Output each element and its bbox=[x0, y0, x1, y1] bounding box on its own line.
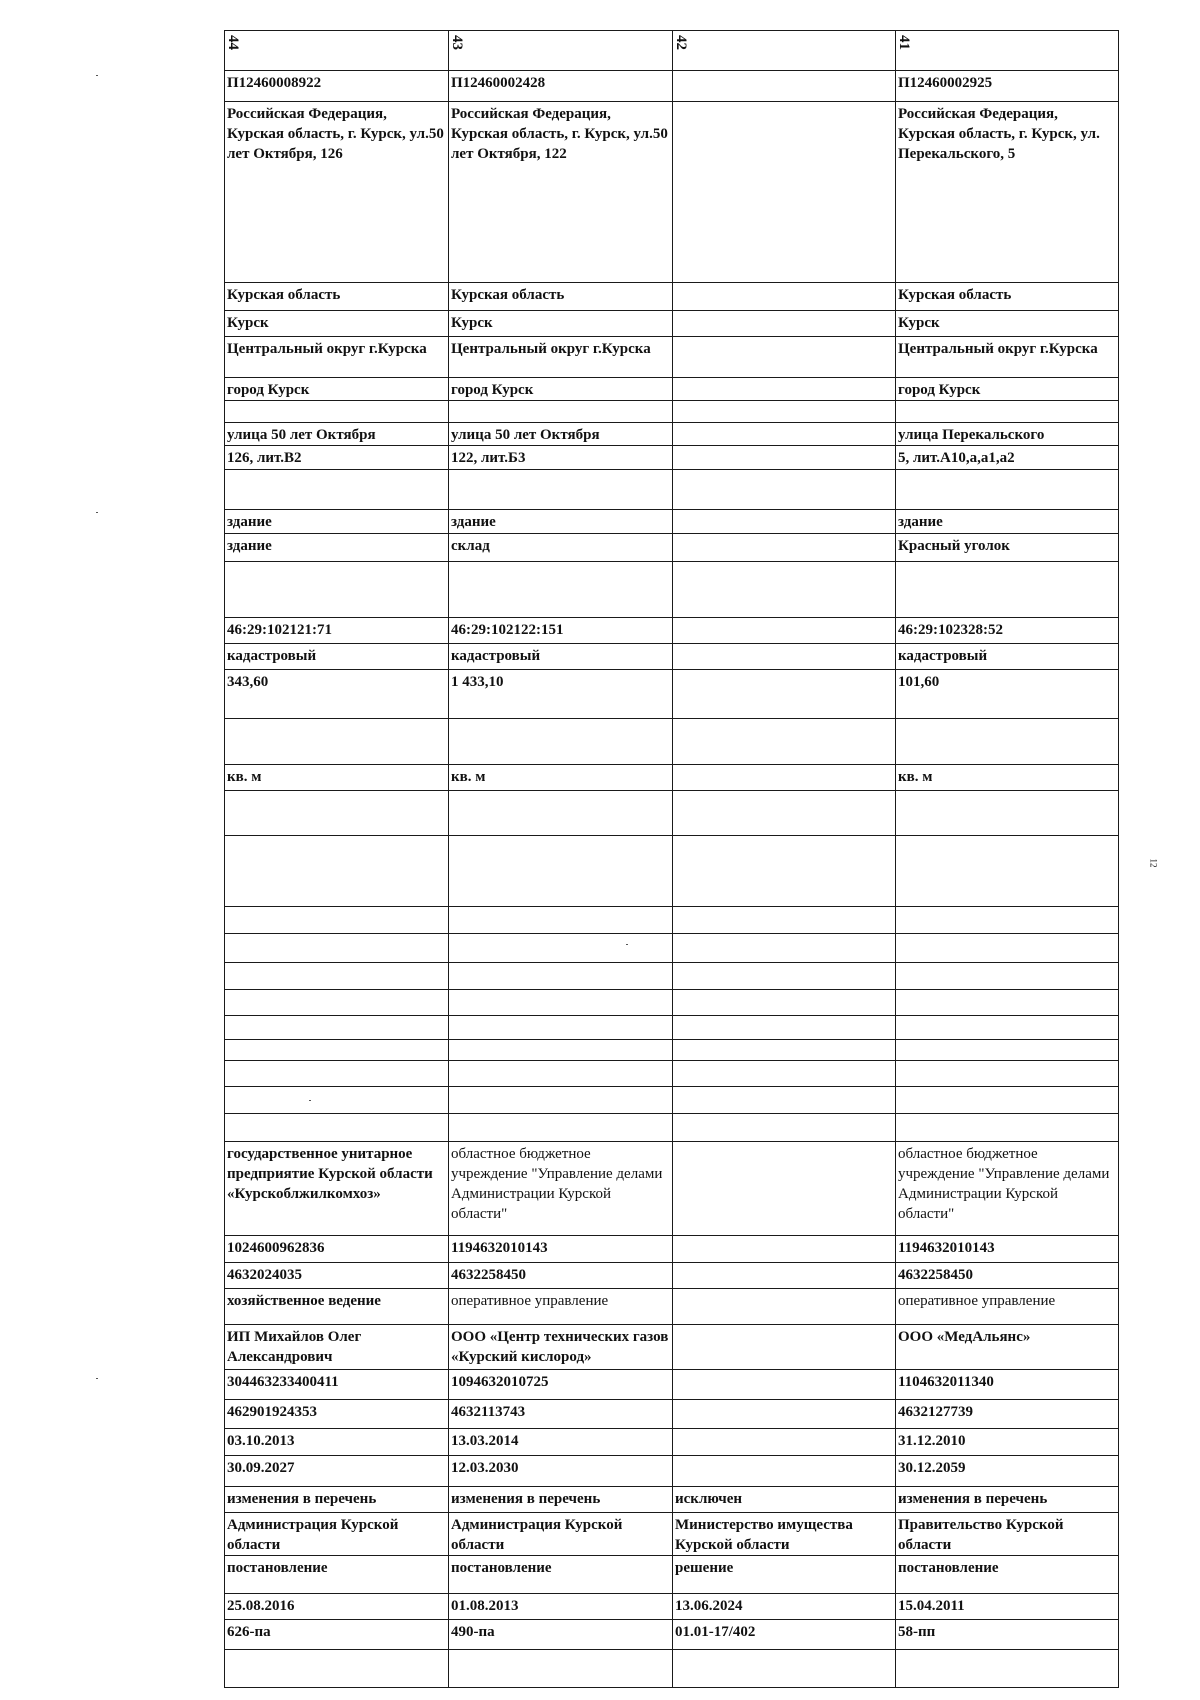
table-cell bbox=[896, 990, 1119, 1016]
table-cell bbox=[673, 534, 896, 562]
table-cell bbox=[673, 102, 896, 283]
table-row bbox=[225, 1325, 1119, 1370]
table-cell bbox=[449, 1114, 673, 1142]
table-cell: Правительство Курской области bbox=[896, 1513, 1119, 1556]
table-cell bbox=[225, 1650, 449, 1688]
table-cell: исключен bbox=[673, 1487, 896, 1513]
scan-speck bbox=[309, 1100, 311, 1101]
scan-speck bbox=[96, 512, 98, 513]
table-cell bbox=[673, 1236, 896, 1263]
table-row bbox=[225, 1429, 1119, 1456]
table-cell: 126, лит.В2 bbox=[225, 446, 449, 470]
table-cell: Центральный округ г.Курска bbox=[449, 337, 673, 378]
table-cell bbox=[225, 907, 449, 934]
table-cell bbox=[673, 836, 896, 907]
table-row bbox=[225, 1061, 1119, 1087]
table-cell bbox=[673, 337, 896, 378]
table-cell: ООО «МедАльянс» bbox=[896, 1325, 1119, 1370]
table-cell: Министерство имущества Курской области bbox=[673, 1513, 896, 1556]
scan-speck bbox=[626, 944, 628, 945]
table-cell: Курск bbox=[449, 311, 673, 337]
table-cell: склад bbox=[449, 534, 673, 562]
table-cell: кв. м bbox=[449, 765, 673, 791]
table-cell: изменения в перечень bbox=[896, 1487, 1119, 1513]
table-cell: Администрация Курской области bbox=[225, 1513, 449, 1556]
table-cell bbox=[225, 791, 449, 836]
table-cell: постановление bbox=[449, 1556, 673, 1594]
table-cell: город Курск bbox=[449, 378, 673, 401]
table-cell bbox=[225, 963, 449, 990]
table-row bbox=[225, 423, 1119, 446]
table-cell bbox=[673, 1400, 896, 1429]
table-cell: здание bbox=[449, 510, 673, 534]
column-number-label: 44 bbox=[225, 35, 241, 50]
table-cell: Курская область bbox=[225, 283, 449, 311]
table-row bbox=[225, 618, 1119, 644]
table-row bbox=[225, 963, 1119, 990]
column-number-label: 43 bbox=[449, 35, 465, 50]
table-cell: кв. м bbox=[896, 765, 1119, 791]
table-cell bbox=[449, 963, 673, 990]
table-row bbox=[225, 1040, 1119, 1061]
table-cell bbox=[896, 401, 1119, 423]
table-cell: улица Перекальского bbox=[896, 423, 1119, 446]
table-row bbox=[225, 102, 1119, 283]
table-cell bbox=[896, 470, 1119, 510]
column-number-label: 41 bbox=[896, 35, 912, 50]
table-cell bbox=[225, 1114, 449, 1142]
table-cell: 1194632010143 bbox=[896, 1236, 1119, 1263]
table-cell bbox=[673, 510, 896, 534]
table-cell bbox=[449, 1650, 673, 1688]
table-cell bbox=[673, 283, 896, 311]
table-cell bbox=[673, 1016, 896, 1040]
table-cell: Курская область bbox=[449, 283, 673, 311]
table-cell bbox=[225, 1061, 449, 1087]
table-cell bbox=[225, 470, 449, 510]
table-cell: 1194632010143 bbox=[449, 1236, 673, 1263]
table-row bbox=[225, 31, 1119, 71]
table-cell: Курская область bbox=[896, 283, 1119, 311]
table-cell: кадастровый bbox=[896, 644, 1119, 670]
table-cell: областное бюджетное учреждение "Управление делами Администрации Курской области" bbox=[449, 1142, 673, 1236]
register-table-body bbox=[225, 31, 1119, 1688]
table-cell: постановление bbox=[225, 1556, 449, 1594]
table-cell: 13.03.2014 bbox=[449, 1429, 673, 1456]
column-number bbox=[449, 31, 673, 71]
table-row bbox=[225, 337, 1119, 378]
table-row bbox=[225, 401, 1119, 423]
table-cell: 01.01-17/402 bbox=[673, 1620, 896, 1650]
table-cell bbox=[673, 990, 896, 1016]
table-cell: 25.08.2016 bbox=[225, 1594, 449, 1620]
table-row bbox=[225, 1456, 1119, 1487]
table-cell bbox=[673, 644, 896, 670]
table-cell bbox=[449, 934, 673, 963]
table-cell bbox=[673, 1087, 896, 1114]
table-cell bbox=[673, 907, 896, 934]
table-cell: Российская Федерация, Курская область, г. Курск, ул. Перекальского, 5 bbox=[896, 102, 1119, 283]
table-row bbox=[225, 934, 1119, 963]
table-cell bbox=[449, 990, 673, 1016]
table-cell: 58-пп bbox=[896, 1620, 1119, 1650]
table-cell bbox=[225, 1087, 449, 1114]
table-cell: 46:29:102328:52 bbox=[896, 618, 1119, 644]
table-cell: П12460008922 bbox=[225, 71, 449, 102]
table-cell bbox=[225, 562, 449, 618]
register-table bbox=[224, 30, 1119, 1688]
table-cell bbox=[673, 765, 896, 791]
table-cell: 101,60 bbox=[896, 670, 1119, 719]
table-row bbox=[225, 644, 1119, 670]
table-cell: 4632127739 bbox=[896, 1400, 1119, 1429]
table-cell: 304463233400411 bbox=[225, 1370, 449, 1400]
table-row bbox=[225, 670, 1119, 719]
table-row bbox=[225, 1114, 1119, 1142]
table-row bbox=[225, 311, 1119, 337]
table-cell: улица 50 лет Октября bbox=[225, 423, 449, 446]
table-cell: 1 433,10 bbox=[449, 670, 673, 719]
column-number-label: 42 bbox=[673, 35, 689, 50]
table-cell bbox=[673, 618, 896, 644]
table-row bbox=[225, 378, 1119, 401]
table-cell: Курск bbox=[896, 311, 1119, 337]
table-cell bbox=[896, 791, 1119, 836]
table-cell bbox=[449, 1040, 673, 1061]
table-cell: здание bbox=[896, 510, 1119, 534]
table-cell bbox=[896, 836, 1119, 907]
table-cell bbox=[449, 470, 673, 510]
table-cell: кадастровый bbox=[449, 644, 673, 670]
table-cell bbox=[896, 934, 1119, 963]
table-cell bbox=[225, 401, 449, 423]
table-cell: Центральный округ г.Курска bbox=[225, 337, 449, 378]
scan-speck bbox=[96, 1378, 98, 1379]
table-row bbox=[225, 1370, 1119, 1400]
table-cell: Курск bbox=[225, 311, 449, 337]
table-row bbox=[225, 1650, 1119, 1688]
column-number bbox=[673, 31, 896, 71]
table-row bbox=[225, 1487, 1119, 1513]
table-cell bbox=[673, 562, 896, 618]
table-cell bbox=[896, 1040, 1119, 1061]
table-row bbox=[225, 836, 1119, 907]
table-cell bbox=[896, 1087, 1119, 1114]
table-row bbox=[225, 719, 1119, 765]
table-cell bbox=[673, 1263, 896, 1289]
table-cell: 626-па bbox=[225, 1620, 449, 1650]
table-row bbox=[225, 1620, 1119, 1650]
table-cell: 13.06.2024 bbox=[673, 1594, 896, 1620]
table-cell: 343,60 bbox=[225, 670, 449, 719]
table-row bbox=[225, 1142, 1119, 1236]
table-row bbox=[225, 510, 1119, 534]
scan-speck bbox=[96, 75, 98, 76]
table-cell bbox=[673, 719, 896, 765]
table-cell: областное бюджетное учреждение "Управление делами Администрации Курской области" bbox=[896, 1142, 1119, 1236]
table-cell: город Курск bbox=[896, 378, 1119, 401]
table-cell: 46:29:102122:151 bbox=[449, 618, 673, 644]
table-cell bbox=[673, 378, 896, 401]
table-cell: 30.09.2027 bbox=[225, 1456, 449, 1487]
table-cell: кадастровый bbox=[225, 644, 449, 670]
table-cell: постановление bbox=[896, 1556, 1119, 1594]
table-cell bbox=[673, 1650, 896, 1688]
table-cell: Администрация Курской области bbox=[449, 1513, 673, 1556]
table-cell bbox=[673, 423, 896, 446]
table-row bbox=[225, 534, 1119, 562]
table-cell: Центральный округ г.Курска bbox=[896, 337, 1119, 378]
table-cell bbox=[673, 1456, 896, 1487]
table-cell: 1104632011340 bbox=[896, 1370, 1119, 1400]
table-cell: 4632258450 bbox=[896, 1263, 1119, 1289]
table-cell: 03.10.2013 bbox=[225, 1429, 449, 1456]
table-cell bbox=[673, 311, 896, 337]
table-cell bbox=[896, 907, 1119, 934]
table-cell: 30.12.2059 bbox=[896, 1456, 1119, 1487]
table-cell: здание bbox=[225, 534, 449, 562]
table-cell: 122, лит.Б3 bbox=[449, 446, 673, 470]
table-cell bbox=[896, 1650, 1119, 1688]
table-cell: здание bbox=[225, 510, 449, 534]
table-cell bbox=[896, 1016, 1119, 1040]
column-number bbox=[225, 31, 449, 71]
table-row bbox=[225, 791, 1119, 836]
table-cell: изменения в перечень bbox=[449, 1487, 673, 1513]
table-cell: кв. м bbox=[225, 765, 449, 791]
table-row bbox=[225, 765, 1119, 791]
table-cell: ООО «Центр технических газов «Курский кислород» bbox=[449, 1325, 673, 1370]
table-cell bbox=[449, 1016, 673, 1040]
table-cell: П12460002428 bbox=[449, 71, 673, 102]
table-cell: 462901924353 bbox=[225, 1400, 449, 1429]
table-cell bbox=[896, 1061, 1119, 1087]
table-row bbox=[225, 1556, 1119, 1594]
table-cell bbox=[673, 1325, 896, 1370]
table-cell bbox=[673, 1114, 896, 1142]
table-cell: город Курск bbox=[225, 378, 449, 401]
table-cell: 1094632010725 bbox=[449, 1370, 673, 1400]
table-cell bbox=[896, 719, 1119, 765]
table-cell bbox=[225, 1016, 449, 1040]
table-cell bbox=[449, 401, 673, 423]
table-cell bbox=[225, 836, 449, 907]
column-number bbox=[896, 31, 1119, 71]
table-cell: 4632113743 bbox=[449, 1400, 673, 1429]
table-cell: улица 50 лет Октября bbox=[449, 423, 673, 446]
table-cell: решение bbox=[673, 1556, 896, 1594]
table-row bbox=[225, 1016, 1119, 1040]
table-cell bbox=[673, 1040, 896, 1061]
table-cell bbox=[896, 1114, 1119, 1142]
table-cell: 490-па bbox=[449, 1620, 673, 1650]
table-cell: изменения в перечень bbox=[225, 1487, 449, 1513]
table-cell: 4632024035 bbox=[225, 1263, 449, 1289]
table-cell: 46:29:102121:71 bbox=[225, 618, 449, 644]
table-cell bbox=[673, 446, 896, 470]
table-cell bbox=[896, 963, 1119, 990]
table-row bbox=[225, 907, 1119, 934]
table-cell bbox=[673, 791, 896, 836]
table-cell: 4632258450 bbox=[449, 1263, 673, 1289]
table-cell bbox=[225, 934, 449, 963]
table-cell: 1024600962836 bbox=[225, 1236, 449, 1263]
table-row bbox=[225, 283, 1119, 311]
table-cell bbox=[449, 562, 673, 618]
table-cell: 31.12.2010 bbox=[896, 1429, 1119, 1456]
table-row bbox=[225, 1087, 1119, 1114]
table-row bbox=[225, 1263, 1119, 1289]
table-row bbox=[225, 562, 1119, 618]
table-row bbox=[225, 1400, 1119, 1429]
table-cell bbox=[896, 562, 1119, 618]
table-cell bbox=[225, 719, 449, 765]
table-cell bbox=[673, 401, 896, 423]
table-cell bbox=[449, 836, 673, 907]
table-row bbox=[225, 1236, 1119, 1263]
table-cell bbox=[449, 1061, 673, 1087]
table-cell bbox=[225, 1040, 449, 1061]
table-cell bbox=[673, 1061, 896, 1087]
table-row bbox=[225, 1594, 1119, 1620]
table-cell bbox=[673, 963, 896, 990]
table-row bbox=[225, 990, 1119, 1016]
table-row bbox=[225, 1289, 1119, 1325]
table-cell bbox=[449, 791, 673, 836]
table-cell bbox=[449, 907, 673, 934]
table-cell bbox=[673, 470, 896, 510]
table-cell: Российская Федерация, Курская область, г. Курск, ул.50 лет Октября, 126 bbox=[225, 102, 449, 283]
table-row bbox=[225, 71, 1119, 102]
table-cell bbox=[673, 1370, 896, 1400]
table-cell: 15.04.2011 bbox=[896, 1594, 1119, 1620]
table-cell bbox=[449, 1087, 673, 1114]
table-cell bbox=[673, 1142, 896, 1236]
page-number: 12 bbox=[1148, 858, 1159, 868]
table-row bbox=[225, 1513, 1119, 1556]
table-cell: хозяйственное ведение bbox=[225, 1289, 449, 1325]
table-cell bbox=[673, 1429, 896, 1456]
table-cell: ИП Михайлов Олег Александрович bbox=[225, 1325, 449, 1370]
table-cell: Красный уголок bbox=[896, 534, 1119, 562]
table-cell: государственное унитарное предприятие Курской области «Курскоблжилкомхоз» bbox=[225, 1142, 449, 1236]
table-cell: Российская Федерация, Курская область, г. Курск, ул.50 лет Октября, 122 bbox=[449, 102, 673, 283]
table-cell bbox=[673, 71, 896, 102]
table-cell: оперативное управление bbox=[449, 1289, 673, 1325]
table-cell: 12.03.2030 bbox=[449, 1456, 673, 1487]
table-cell bbox=[225, 990, 449, 1016]
table-cell: 01.08.2013 bbox=[449, 1594, 673, 1620]
table-cell bbox=[449, 719, 673, 765]
table-cell bbox=[673, 670, 896, 719]
table-cell: П12460002925 bbox=[896, 71, 1119, 102]
table-row bbox=[225, 446, 1119, 470]
table-cell: 5, лит.А10,а,а1,а2 bbox=[896, 446, 1119, 470]
table-cell: оперативное управление bbox=[896, 1289, 1119, 1325]
table-cell bbox=[673, 1289, 896, 1325]
table-cell bbox=[673, 934, 896, 963]
table-row bbox=[225, 470, 1119, 510]
